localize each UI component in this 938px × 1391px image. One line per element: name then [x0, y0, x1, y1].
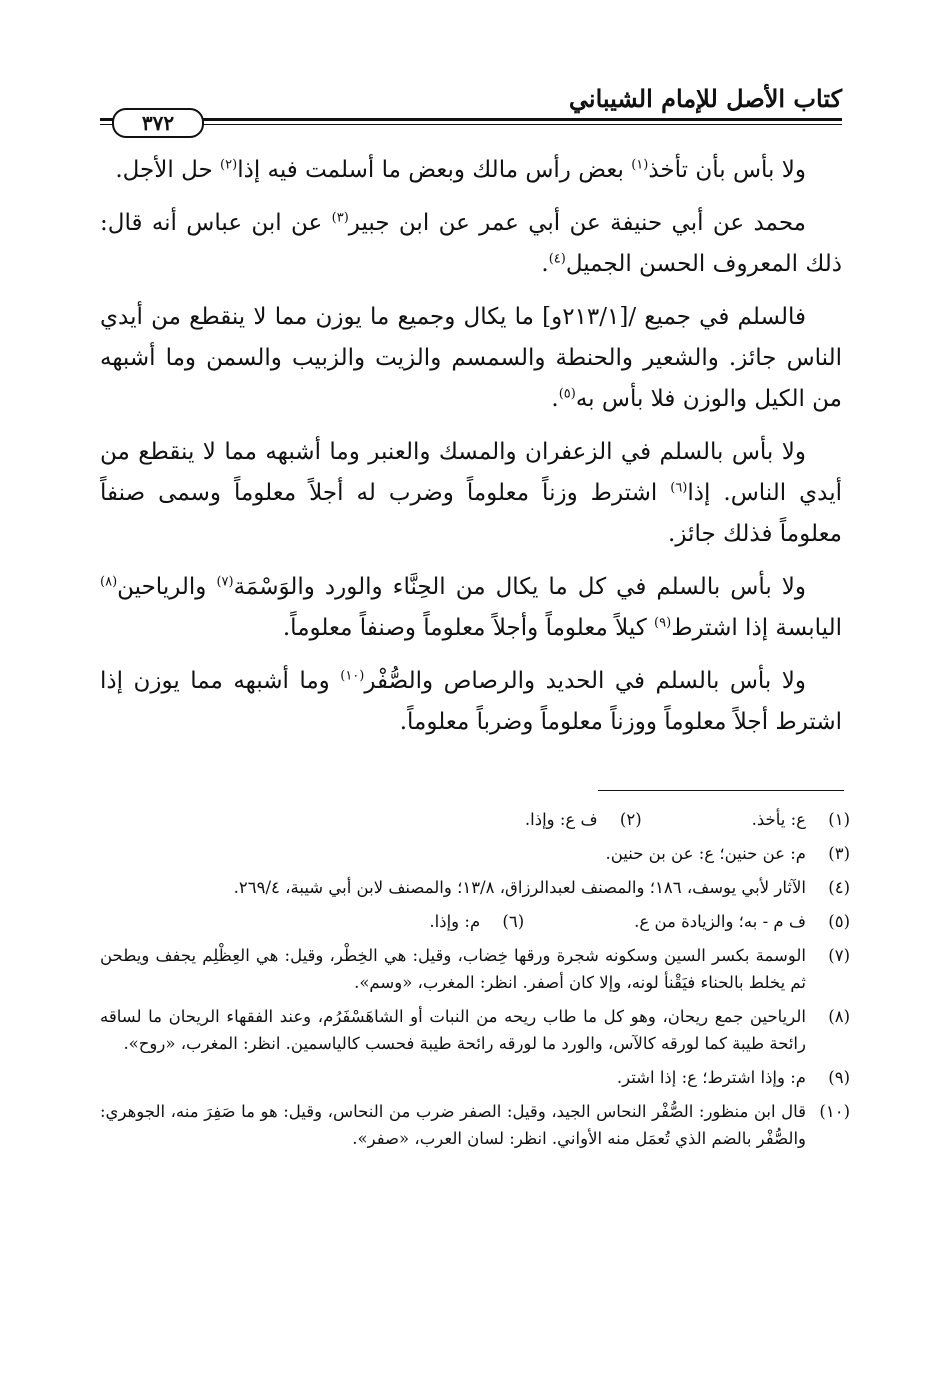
book-title: كتاب الأصل للإمام الشيباني: [568, 84, 842, 113]
footnote: (٤) الآثار لأبي يوسف، ١٨٦؛ والمصنف لعبدالرزاق، ١٣/٨؛ والمصنف لابن أبي شيبة، ٢٦٩/٤.: [233, 878, 850, 897]
footnote: (١٠) قال ابن منظور: الصُّفْر النحاس الجيد، وقيل: الصفر ضرب من النحاس، وقيل: هو ما صَفِرَ منه، الجوهري: والصُّفْر بالضم الذي تُعمَل منه الأواني. انظر: لسان العرب، «صفر».: [100, 1102, 850, 1148]
footnote-ref: (٢): [220, 157, 238, 173]
footnote-ref: (٦): [670, 480, 688, 496]
paragraph: ولا بأس بالسلم في كل ما يكال من الحِنَّاء والورد والوَسْمَة$^{(٧)}$ والرياحين$^{(٨)}$ اليابسة إذا اشترط$^{(٩)}$ كيلاً معلوماً وأجلاً معلوماً وصنفاً معلوماً.: [100, 574, 842, 641]
footnote-ref: (١٠): [340, 668, 365, 684]
footnote-ref: (٥): [558, 386, 576, 402]
footnote-ref: (٣): [331, 210, 349, 226]
footnote: (٢) ف ع: وإذا.: [524, 810, 642, 829]
footnote-ref: (٩): [654, 615, 672, 631]
footnote-separator: [598, 790, 844, 791]
footnote: (١) ع: يأخذ.: [751, 810, 850, 829]
footnote-ref: (١): [631, 157, 649, 173]
footnote-row: [100, 908, 850, 935]
paragraph: ولا بأس بالسلم في الحديد والرصاص والصُّفْر$^{(١٠)}$ وما أشبهه مما يوزن إذا اشترط أجلاً معلوماً ووزناً معلوماً وضرباً معلوماً.: [100, 668, 842, 735]
footnote-row: [100, 806, 850, 833]
paragraph: محمد عن أبي حنيفة عن أبي عمر عن ابن جبير$^{(٣)}$ عن ابن عباس أنه قال: ذلك المعروف الحسن الجميل$^{(٤)}$.: [100, 210, 842, 277]
footnote: (٣) م: عن حنين؛ ع: عن بن حنين.: [605, 844, 850, 863]
footnote-ref: (٧): [216, 574, 234, 590]
footnote-ref: (٨): [100, 574, 118, 590]
page-number: ٣٧٢: [112, 108, 204, 138]
header-rule-thick: [100, 118, 842, 121]
footnote: (٥) ف م - به؛ والزيادة من ع.: [634, 912, 850, 931]
running-header: [100, 78, 842, 135]
footnote: (٧) الوسمة بكسر السين وسكونه شجرة ورقها خِضاب، وقيل: هي الخِطْر، وقيل: هي العِظْلِم يجفف ويطحن ثم يخلط بالحناء فيَقْنأ لونه، وإلا كان أصفر. انظر: المغرب، «وسم».: [100, 946, 850, 992]
footnote: (٨) الرياحين جمع ريحان، وهو كل ما طاب ريحه من النبات أو الشاهَسْفَرُم، وعند الفقهاء الريحان ما لساقه رائحة طيبة كما لورقه كالآس، والورد ما لورقه رائحة طيبة فحسب كالياسمين. انظر: المغرب، «روح».: [100, 1007, 850, 1053]
paragraph: ولا بأس بالسلم في الزعفران والمسك والعنبر وما أشبهه مما لا ينقطع من أيدي الناس. إذا$^{(٦)}$ اشترط وزناً معلوماً وضرب له أجلاً معلوماً وسمى صنفاً معلوماً فذلك جائز.: [100, 439, 842, 547]
header-rule-thin: [100, 124, 842, 125]
main-text: [100, 150, 842, 755]
paragraph: ولا بأس بأن تأخذ$^{(١)}$ بعض رأس مالك وبعض ما أسلمت فيه إذا$^{(٢)}$ حل الأجل.: [115, 157, 806, 183]
paragraph: فالسلم في جميع /[٢١٣/١و] ما يكال وجميع ما يوزن مما لا ينقطع من أيدي الناس جائز. والشعير والحنطة والسمسم والزيت والزبيب والسمن وما أشبهه من الكيل والوزن فلا بأس به$^{(٥)}$.: [100, 304, 842, 412]
footnotes: [100, 806, 850, 1159]
footnote-ref: (٤): [548, 251, 566, 267]
footnote: (٩) م: وإذا اشترط؛ ع: إذا اشتر.: [616, 1068, 850, 1087]
footnote: (٦) م: وإذا.: [429, 912, 525, 931]
